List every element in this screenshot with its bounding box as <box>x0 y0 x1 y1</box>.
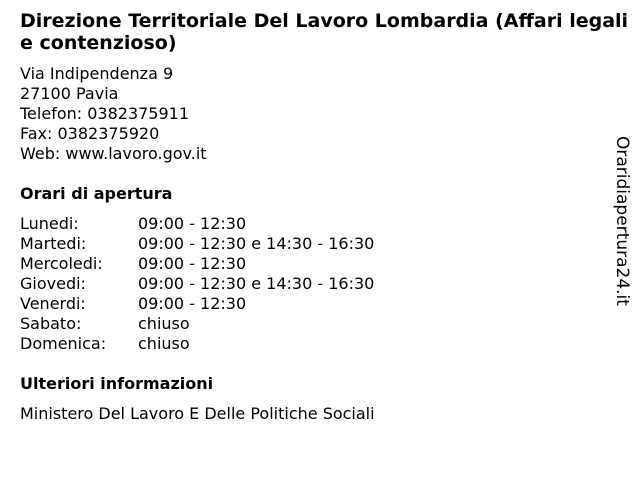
fax-number: Fax: 0382375920 <box>20 124 160 143</box>
day-label: Sabato: <box>20 314 82 333</box>
time-value: 09:00 - 12:30 e 14:30 - 16:30 <box>138 274 375 293</box>
watermark-text: Oraridiapertura24.it <box>612 136 632 306</box>
time-value: chiuso <box>138 314 190 333</box>
city-address: 27100 Pavia <box>20 84 119 103</box>
website: Web: www.lavoro.gov.it <box>20 144 207 163</box>
page-title: Direzione Territoriale Del Lavoro Lombardia (Affari legali e contenzioso) <box>20 10 629 54</box>
additional-info-heading: Ulteriori informazioni <box>20 374 214 393</box>
address-block <box>20 64 207 164</box>
phone-number: Telefon: 0382375911 <box>20 104 190 123</box>
day-label: Giovedi: <box>20 274 86 293</box>
time-value: chiuso <box>138 334 190 353</box>
day-label: Domenica: <box>20 334 107 353</box>
street-address: Via Indipendenza 9 <box>20 64 174 83</box>
additional-info-text: Ministero Del Lavoro E Delle Politiche Sociali <box>20 404 375 423</box>
opening-hours-heading: Orari di apertura <box>20 184 173 203</box>
day-label: Martedi: <box>20 234 87 253</box>
day-label: Venerdi: <box>20 294 86 313</box>
time-value: 09:00 - 12:30 <box>138 254 247 273</box>
day-label: Mercoledi: <box>20 254 103 273</box>
time-value: 09:00 - 12:30 <box>138 214 247 233</box>
time-value: 09:00 - 12:30 <box>138 294 247 313</box>
time-value: 09:00 - 12:30 e 14:30 - 16:30 <box>138 234 375 253</box>
day-label: Lunedi: <box>20 214 79 233</box>
